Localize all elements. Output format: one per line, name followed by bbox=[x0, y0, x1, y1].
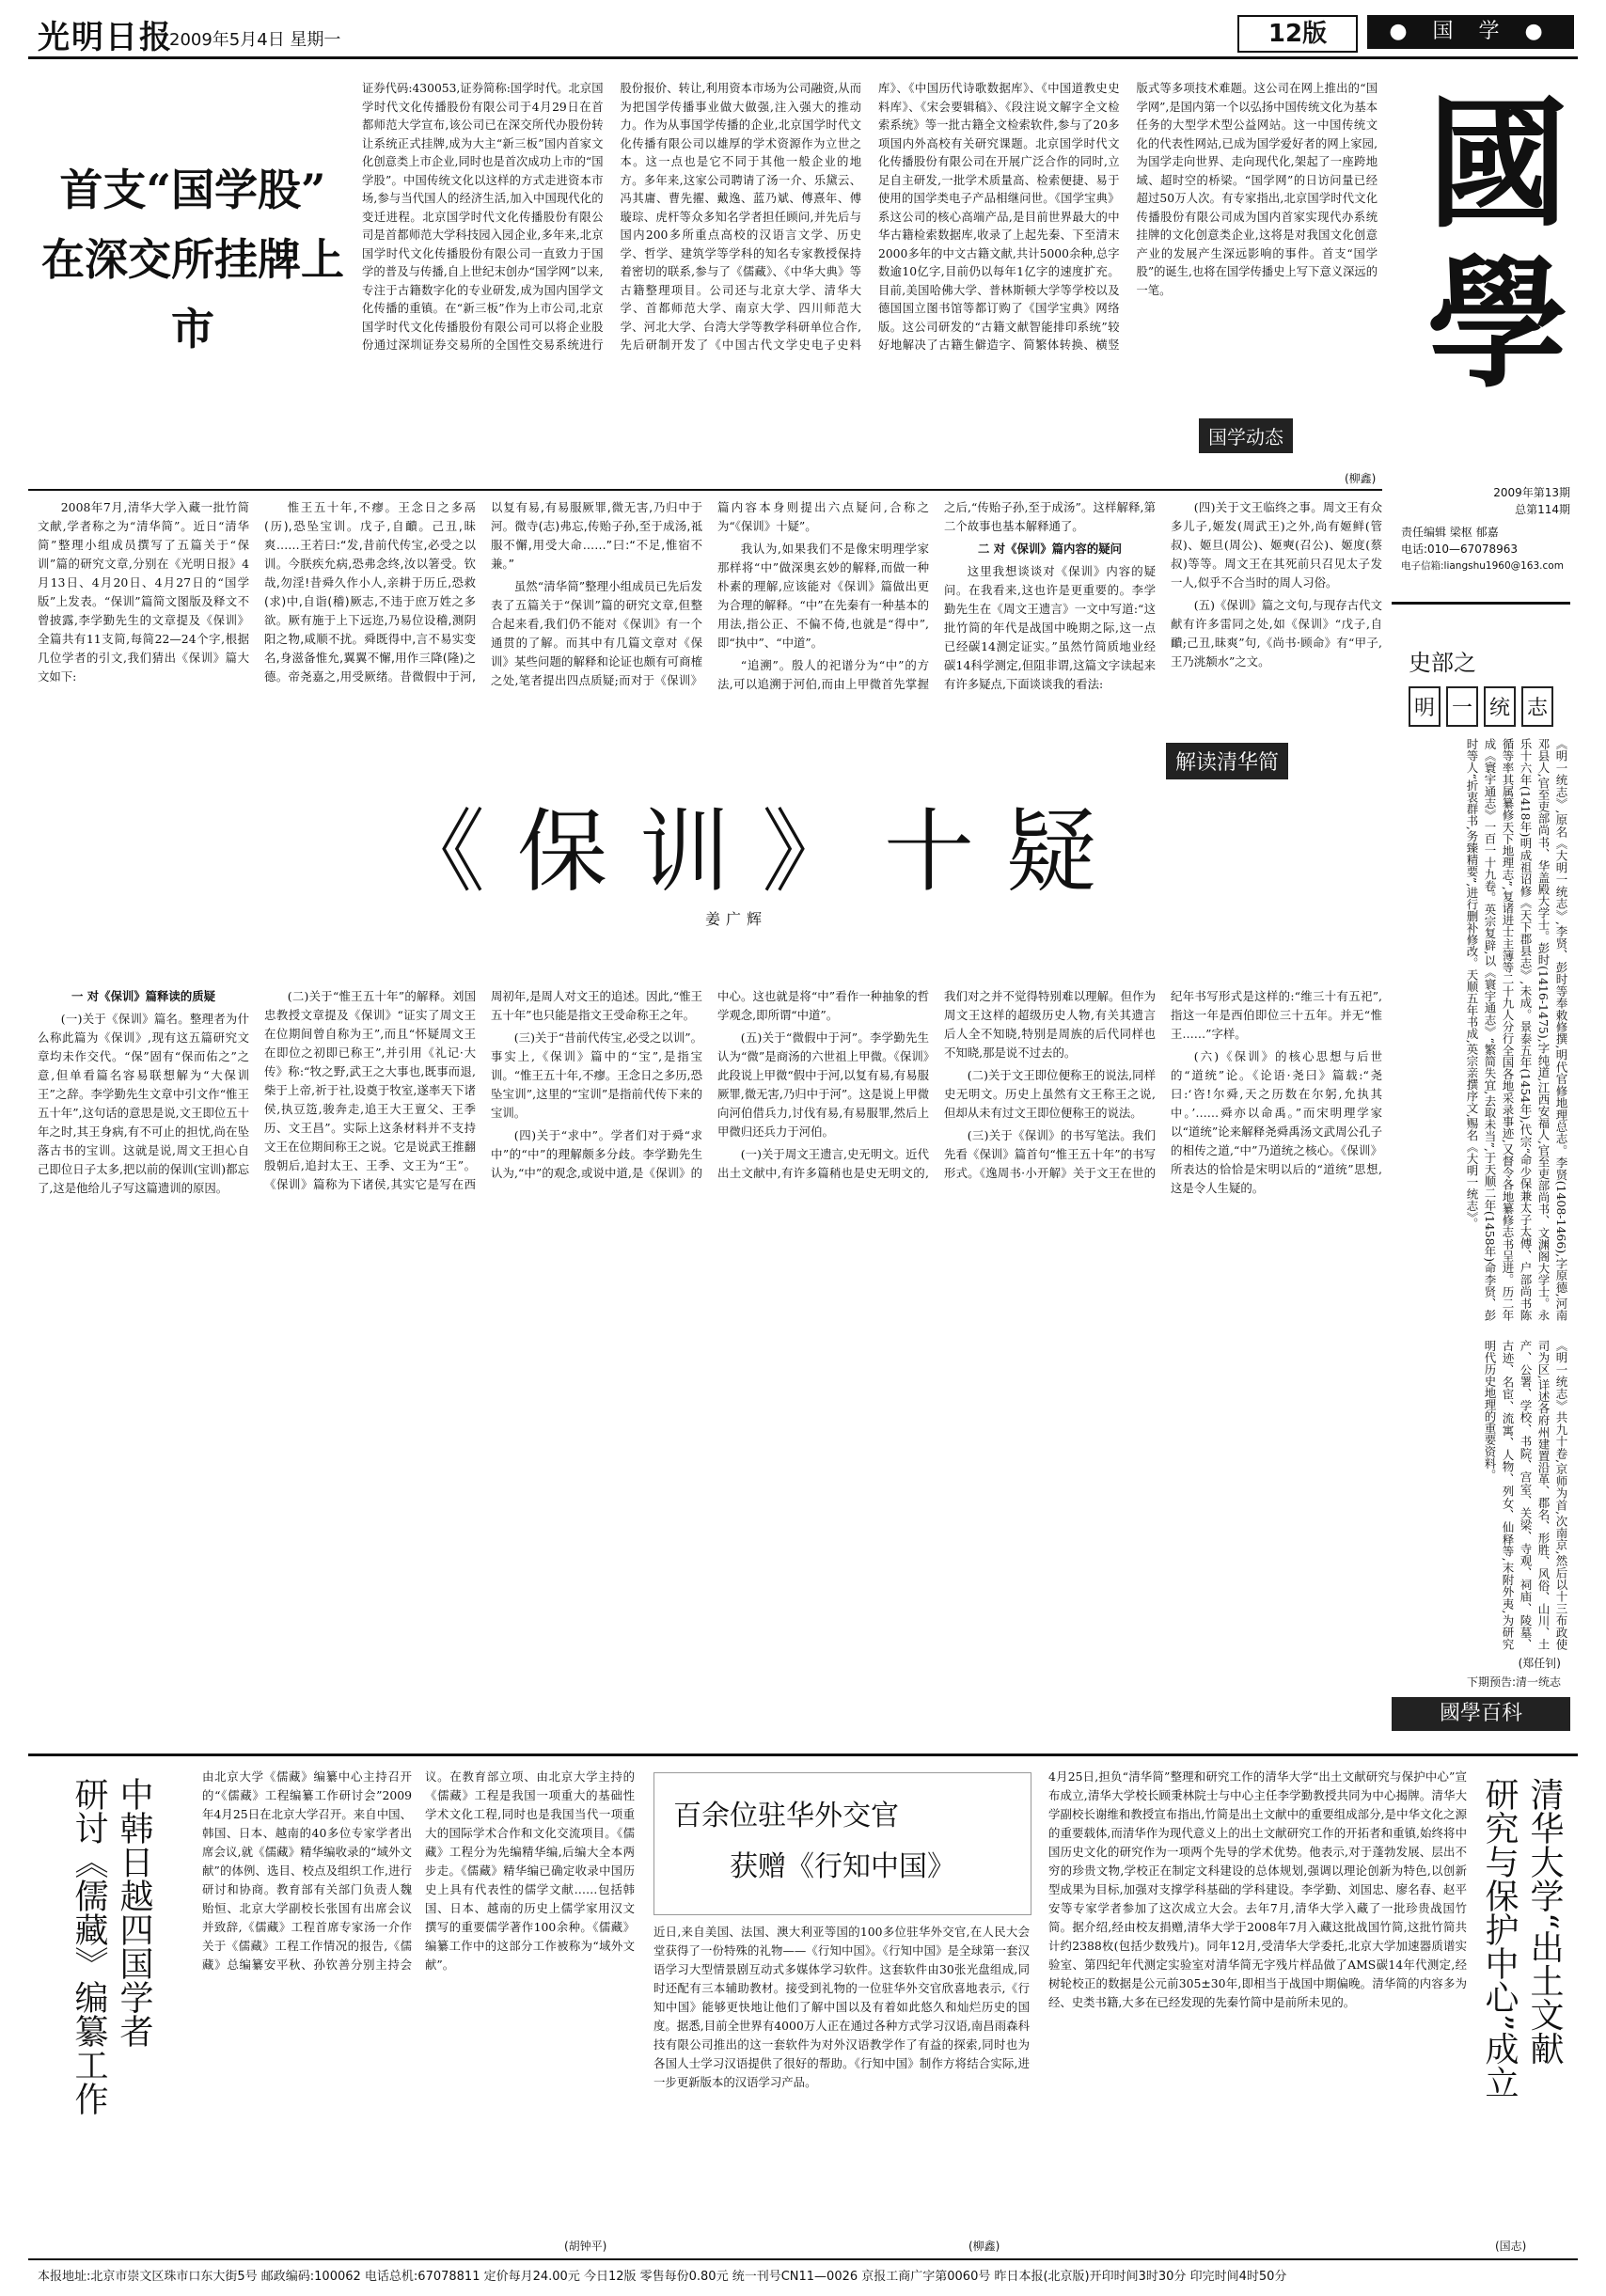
bottom-right-body: 4月25日,担负“清华简”整理和研究工作的清华大学“出土文献研究与保护中心”宣布成立,清华大学校长顾秉林院士与中心主任李学勤教授共同为中心揭牌。清华大学副校长谢维和教授宣布指出,竹简是出土文献中的重要组成部分,是中华文化之源的重要载体,而清华作为现代意义上的出土文献研究工作的开拓者和重镇,始终将中国历史文化的研究作为一项两个先导的学术优势。他表示,对于蓬勃发展、层出不穷的珍贵文物,学校正在制定文科建设的总体规划,强调以理论创新为特色,以创新型成果为目标,加强对支撑学科基础的学科建设。李学勤、刘国忠、廖名春、赵平安等专家学者参加了这次成立大会。去年7月,清华大学入藏了一批珍贵战国竹简。据介绍,经由校友捐赠,清华大学于2008年7月入藏这批战国竹简,这批竹简共计约2388枚(包括少数残片)。同年12月,受清华大学委托,北京大学加速器质谱实验室、第四纪年代测定实验室对清华简无字残片样品做了AMS碳14年代测定,经树轮校正的数据是公元前305±30年,即相当于战国中期偏晚。清华简的内容多为经、史类书籍,大多在已经发现的先秦竹简中是前所未见的。 bbox=[1048, 1769, 1467, 2009]
main-paragraph-13: (三)关于《保训》的书写笔法。我们先看《保训》篇首句“惟王五十年”的书写形式。《逸周书·小开解》关于文王在世的纪年书写形式是这样的:“维三十有五祀”,指这一年是西伯即位三十五年。并无“惟王……”字样。 bbox=[944, 989, 1382, 1180]
main-subhead-1: 一 对《保训》篇释读的质疑 bbox=[71, 989, 215, 1003]
baike-tag: 國學百科 bbox=[1392, 1697, 1570, 1731]
bottom-left-body: 由北京大学《儒藏》编纂中心主持召开的“《儒藏》工程编纂工作研讨会”2009年4月25日在北京大学召开。来自中国、韩国、日本、越南的40多位专家学者出席会议,就《儒藏》精华编收录的“域外文献”的体例、选目、校点及组织工作,进行研讨和协商。教育部有关部门负责人魏贻恒、北京大学副校长张国有出席会议并致辞,《儒藏》工程首席专家汤一介作关于《儒藏》工程工作情况的报告,《儒藏》总编纂安平秋、孙钦善分别主持会议。在教育部立项、由北京大学主持的《儒藏》工程是我国一项重大的基础性学术文化工程,同时也是我国当代一项重大的国际学术合作和文化交流项目。《儒藏》工程分为先编精华编,后编大全本两步走。《儒藏》精华编已确定收录中国历史上具有代表性的儒学文献……包括韩国、日本、越南的历史上儒学家用汉文撰写的重要儒学著作100余种。《儒藏》编纂工作中的这部分工作被称为“域外文献”。 bbox=[202, 1769, 635, 1972]
bottom-middle-headline-2: 获赠《行知中国》 bbox=[730, 1850, 955, 1883]
main-paragraph-15: (五)《保训》篇之文句,与现存古代文献有许多雷同之处,如《保训》“戊子,自靧;己丑,昧爽”句,《尚书·顾命》有“甲子,王乃洮颒水”之文。 bbox=[1171, 598, 1382, 668]
footer-text: 本报地址:北京市崇文区珠市口东大街5号 邮政编码:100062 电话总机:67078811 定价每月24.00元 今日12版 零售每份0.80元 统一刊号CN11—0026 京报工商广字第0060号 昨日本报(北京版)开印时间3时30分 印完时间4时50分 bbox=[38, 2270, 1287, 2284]
column-title bbox=[1409, 686, 1553, 727]
column-char-1: 明 bbox=[1409, 686, 1441, 727]
column-char-3: 统 bbox=[1484, 686, 1516, 727]
bottom-right-headline-1: 清华大学“出土文献 bbox=[1525, 1777, 1564, 2066]
top-headline-line2: 在深交所挂牌上市 bbox=[41, 234, 344, 354]
bottom-middle-headline-box bbox=[653, 1772, 1031, 1915]
main-paragraph-6: (四)关于“求中”。学者们对于舜“求中”的“中”的理解颇多分歧。李学勤先生认为,“中”的观念,或说中道,是《保训》的中心。这也就是将“中”看作一种抽象的哲学观念,即所谓“中道”。 bbox=[491, 989, 929, 1180]
bottom-right-headline bbox=[1476, 1777, 1567, 2153]
issue-number: 2009年第13期 bbox=[1493, 486, 1570, 499]
main-paragraph-10: 这里我想谈谈对《保训》内容的疑问。在我看来,这也许是更重要的。李学勤先生在《周文王遗言》一文中写道:“这批竹简的年代是战国中晚期之际,这一点已经碳14测定证实。”虽然竹简质地业经碳14科学测定,但阻非谓,这篇文字读起来有许多疑点,下面谈谈我的看法: bbox=[944, 564, 1156, 691]
top-article-headline bbox=[38, 71, 348, 362]
main-paragraph-3: (一)关于《保训》篇名。整理者为什么称此篇为《保训》,现有这五篇研究文章均未作交代。“保”固有“保而佑之”之意,但单看篇名容易联想解为“大保训王”之辞。李学勤先生文章中引文作“惟王五十年”,这句话的意思是说,文王即位五十年之时,其王身病,有不可止的担忧,尚在坠落古书的宝训。这就是说,周文王担心自己即位日子太多,把以前的保训(宝训)都忘了,这是他给儿子写这篇遗训的原因。 bbox=[38, 1012, 249, 1195]
bottom-middle-headline-1: 百余位驻华外交官 bbox=[673, 1800, 899, 1832]
main-subhead-2-top: 二 对《保训》篇内容的疑问 bbox=[977, 542, 1122, 556]
main-paragraph-14: (四)关于文王临终之事。周文王有众多儿子,姬发(周武王)之外,尚有姬鲜(管叔)、姬旦(周公)、姬奭(召公)、姬度(蔡叔)等等。周文王在其死前只召见太子发一人,似乎不合当时的周人习俗。 bbox=[1171, 500, 1382, 590]
email: 电子信箱:liangshu1960@163.com bbox=[1401, 560, 1564, 572]
main-paragraph-9: “追溯”。殷人的祀谱分为“中”的方法,可以追溯于河伯,而由上甲微首先掌握之后,“传贻子孙,至于成汤”。这样解释,第二个故事也基本解释通了。 bbox=[717, 500, 1156, 691]
top-article-author: (柳鑫) bbox=[1345, 472, 1377, 485]
main-title: 《保训》十疑 bbox=[395, 799, 1128, 904]
main-paragraph-7: 我认为,如果我们不是像宋明理学家那样将“中”做深奥玄妙的解释,而做一种朴素的理解,应该能对《保训》篇做出更为合理的解释。“中”在先秦有一种基本的用法,指公正、不偏不倚,也就是“得中”,即“执中”、“中道”。 bbox=[717, 542, 929, 650]
main-paragraph-4: (二)关于“惟王五十年”的解释。刘国忠教授文章提及《保训》“证实了周文王在位期间曾自称为王”,而且“怀疑周文王在即位之初即已称王”,并引用《礼记·大传》称:“牧之野,武王之大事也,既事而退,柴于上帝,祈于社,设奠于牧室,遂率天下诸侯,执豆笾,骏奔走,追王大王亶父、王季历、文王昌”。实际上这条材料并不支持文王在位期间称王之说。它是说武王推翻殷朝后,追封太王、王季、文王为“王”。《保训》篇称为下诸侯,其实它是写在西周初年,是周人对文王的追述。因此,“惟王五十年”也只能是指文王受命称王之年。 bbox=[264, 989, 702, 1191]
section-label: ● 国 学 ● bbox=[1367, 15, 1574, 49]
bottom-middle-author: (柳鑫) bbox=[968, 2240, 1000, 2253]
sidebar-author: (郑任钊) bbox=[1518, 1657, 1561, 1670]
masthead-date: 2009年5月4日 星期一 bbox=[169, 30, 341, 50]
bottom-left-headline bbox=[66, 1777, 156, 2153]
bottom-left-headline-2: 研讨《儒藏》编纂工作 bbox=[70, 1777, 108, 2115]
right-sidebar bbox=[1392, 71, 1570, 1744]
sidebar-big-char: 國學 bbox=[1403, 89, 1568, 409]
bottom-rule bbox=[28, 1753, 1578, 1756]
sidebar-next: 下期预告:清一统志 bbox=[1466, 1675, 1561, 1689]
bottom-left-headline-1: 中韩日越四国学者 bbox=[115, 1777, 153, 2048]
main-paragraph-8: (五)关于“微假中于河”。李学勤先生认为“微”是商汤的六世祖上甲微。《保训》此段说上甲微“假中于河,以复有易,有易服厥罪,微无害,乃归中于河”。这是说上甲微向河伯借兵力,讨伐有易,有易服罪,然后上甲微归还兵力于河伯。 bbox=[717, 1030, 929, 1139]
main-quote: 惟王五十年,不瘳。王念日之多鬲(历),恐坠宝训。戊子,自靧。己丑,昧爽……王若曰:“发,昔前代传宝,必受之以训。今朕疾允病,恐弗念终,汝以箸受。钦哉,勿淫!昔舜久作小人,亲耕于历丘,恐救(求)中,自诣(稽)厥志,不违于庶万姓之多欲。厥有施于上下远迩,乃易位设稽,测阴阳之物,咸顺不扰。舜既得中,言不易实变名,身滋备惟允,翼翼不懈,用作三降(隆)之德。帝尧嘉之,用受厥绪。昔微假中于河,以复有易,有易服厥罪,微无害,乃归中于河。微寺(志)弗忘,传贻子孙,至于成汤,祗服不懈,用受大命……”曰:“不足,惟宿不兼。” bbox=[264, 500, 702, 684]
top-article-rule bbox=[28, 489, 1382, 491]
column-char-2: 一 bbox=[1446, 686, 1478, 727]
sidebar-section-title: 史部之 bbox=[1409, 650, 1476, 676]
page-number: 12版 bbox=[1237, 15, 1358, 53]
editor: 责任编辑 梁枢 郁嘉 bbox=[1401, 526, 1499, 539]
masthead-logo: 光明日报 bbox=[38, 19, 173, 56]
issue-total: 总第114期 bbox=[1515, 503, 1570, 516]
main-paragraph-intro: 2008年7月,清华大学入藏一批竹简文献,学者称之为“清华简”。近日“清华简”整理小组成员撰写了五篇关于“保训”篇的研究文章,分别在《光明日报》4月13日、4月20日、4月27日的“国学版”上发表。“保训”篇简文图版及释文不曾披露,李学勤先生的文章提及《保训》全篇共有11支简,每简22—24个字,根据几位学者的引文,我们猜出《保训》篇大文如下: bbox=[38, 500, 249, 684]
top-article-column-tag: 国学动态 bbox=[1199, 418, 1293, 453]
main-paragraph-5: (三)关于“昔前代传宝,必受之以训”。事实上,《保训》篇中的“宝”,是指宝训。“惟王五十年,不瘳。王念日之多历,恐坠宝训”,这里的“宝训”是指前代传下来的宝训。 bbox=[491, 1030, 702, 1120]
main-body-2 bbox=[38, 987, 1382, 1749]
bottom-left-author: (胡钟平) bbox=[564, 2240, 607, 2253]
main-paragraph-2: 虽然“清华简”整理小组成员已先后发表了五篇关于“保训”篇的研究文章,但整合起来看,我们仍不能对《保训》有一个通贯的了解。而其中有几篇文章对《保训》某些问题的解释和论证也颇有可商榷之处,笔者提出四点质疑;而对于《保训》篇内容本身则提出六点疑问,合称之为“《保训》十疑”。 bbox=[491, 500, 929, 687]
main-paragraph-16: (六)《保训》的核心思想与后世的“道统”论。《论语·尧曰》篇载:“尧曰:‘咨!尔舜,天之历数在尔躬,允执其中。’……舜亦以命禹。”而宋明理学家以“道统”论来解释尧舜禹汤文武周公孔子的相传之道,“中”乃道统之核心。《保训》所表达的恰恰是宋明以后的“道统”思想,这是令人生疑的。 bbox=[1171, 1049, 1382, 1195]
footer-rule bbox=[28, 2258, 1578, 2260]
bottom-middle-body: 近日,来自美国、法国、澳大利亚等国的100多位驻华外交官,在人民大会堂获得了一份特殊的礼物——《行知中国》。《行知中国》是全球第一套汉语学习大型情景剧互动式多媒体学习软件。这套软件由30张光盘组成,同时还配有三本辅助教材。接受到礼物的一位驻华外交官欣喜地表示,《行知中国》能够更快地让他们了解中国以及有着如此悠久和灿烂历史的国度。据悉,目前全世界有4000万人正在通过各种方式学习汉语,南昌雨森科技有限公司推出的这一套软件为对外汉语教学作了有益的探索,同时也为各国人士学习汉语提供了很好的帮助。《行知中国》制作方将结合实际,进一步更新版本的汉语学习产品。 bbox=[653, 1925, 1030, 2089]
bottom-right-headline-2: 研究与保护中心”成立 bbox=[1480, 1777, 1519, 2099]
column-char-4: 志 bbox=[1521, 686, 1553, 727]
masthead-rule bbox=[28, 56, 1578, 59]
main-paragraph-11: (一)关于周文王遗言,史无明文。近代出土文献中,有许多篇稍也是史无明文的,我们对之并不觉得特别难以理解。但作为周文王这样的超级历史人物,有关其遗言后人全不知晓,特别是周族的后代同样也不知晓,那是说不过去的。 bbox=[717, 989, 1156, 1180]
main-title-block bbox=[386, 743, 1288, 978]
sidebar-intro: 《明一统志》,原名《大明一统志》,李贤、彭时等奉敕修撰,明代官修地理总志。李贤(1408-1466),字原德,河南邓县人,官至吏部尚书、华盖殿大学士。彭时(1416-1475),字纯道,江西安福人,官至吏部尚书、文渊阁大学士。永乐十六年(1418年)明成祖诏修《天下郡县志》,未成。景泰五年(1454年),代宗“命少保兼太子太傅、户部尚书陈循等率其属纂修天下地理志”,复诸进士主簿等二十九人分行全国各地采录事迹,又督令各地纂修志书呈进。历二年成《寰宇通志》一百一十九卷。英宗复辟,以《寰宇通志》“繁简失宜,去取未当”,于天顺二年(1458年)命李贤、彭时等人“折衷群书,务臻精要”,进行删补修改。天顺五年书成,英宗亲撰序文,赐名《大明一统志》。 bbox=[1465, 738, 1568, 1321]
main-paragraph-12: (二)关于文王即位便称王的说法,同样史无明文。历史上虽然有文王称王之说,但却从未有过文王即位便称王的说法。 bbox=[944, 1068, 1156, 1120]
sidebar-intro-2: 《明一统志》共九十卷,京师为首,次南京,然后以十三布政使司为区,详述各府州建置沿革、郡名、形胜、风俗、山川、土产、公署、学校、书院、宫室、关梁、寺观、祠庙、陵墓、古迹、名宦、流寓、人物、列女、仙释等,末附外夷,为研究明代历史地理的重要资料。 bbox=[1483, 1340, 1568, 1650]
phone: 电话:010—67078963 bbox=[1401, 543, 1519, 556]
main-author: 姜广辉 bbox=[705, 910, 768, 928]
top-article-body: 证券代码:430053,证券简称:国学时代。北京国学时代文化传播股份有限公司于4月29日在首都师范大学宣布,该公司已在深交所代办股份转让系统正式挂牌,成为大主“新三板”国内首家文化创意类上市企业,同时也是首次成功上市的“国学股”。中国传统文化以这样的方式走进资本市场,参与当代国人的经济生活,加入中国现代化的变迁进程。北京国学时代文化传播股份有限公司是首都师范大学科技园入园企业,多年来,北京国学时代文化传播股份有限公司一直致力于国学的普及与传播,自上世纪末创办“国学网”以来,专注于古籍数字化的专业研发,成为国内国学文化传播的重镇。在“新三板”作为上市公司,北京国学时代文化传播股份有限公司可以将企业股份通过深圳证券交易所的全国性交易系统进行股份报价、转让,利用资本市场为公司融资,从而为把国学传播事业做大做强,注入强大的推动力。作为从事国学传播的企业,北京国学时代文化传播有限公司以雄厚的学术资源作为立世之本。这一点也是它不同于其他一般企业的地方。多年来,这家公司聘请了汤一介、乐黛云、冯其庸、曹先擢、戴逸、蓝乃斌、傅熹年、傅璇琮、虎杆等众多知名学者担任顾问,并先后与国内200多所重点高校的汉语言文学、历史学、哲学、建筑学等学科的知名专家教授保持着密切的联系,参与了《儒藏》、《中华大典》等古籍整理项目。公司还与北京大学、清华大学、首都师范大学、南京大学、四川师范大学、河北大学、台湾大学等教学科研单位合作,先后研制开发了《中国古代文学史电子史料库》、《中国历代诗歌数据库》、《中国道教史史料库》、《宋会要辑稿》、《段注说文解字全文检索系统》等一批古籍全文检索软件,参与了20多项国内外高校有关研究课题。北京国学时代文化传播股份有限公司在开展广泛合作的同时,立足自主研发,一批学术质量高、检索便捷、易于使用的国学类电子产品相继问世。《国学宝典》系这公司的核心高端产品,是目前世界最大的中华古籍检索数据库,收录了上起先秦、下至清末2000多年的中文古籍文献,共计5000余种,总字数逾10亿字,目前仍以每年1亿字的速度扩充。目前,美国哈佛大学、普林斯顿大学等学校以及德国国立图书馆等都订购了《国学宝典》网络版。这公司研发的“古籍文献智能排印系统”较好地解决了古籍生僻造字、简繁体转换、横竖版式等多项技术难题。这公司在网上推出的“国学网”,是国内第一个以弘扬中国传统文化为基本任务的大型学术型公益网站。这一中国传统文化的代表性网站,已成为国学爱好者的网上家园,为国学走向世界、走向现代化,架起了一座跨地域、超时空的桥梁。“国学网”的日访问量已经超过50万人次。有专家指出,北京国学时代文化传播股份有限公司成为国内首家实现代办系统挂牌的文化创意类企业,这将是对我国文化创意产业的发展产生深远影响的事件。首支“国学股”的诞生,也将在国学传播史上写下意义深远的一笔。 bbox=[362, 82, 1378, 352]
bottom-right-author: (国志) bbox=[1495, 2240, 1527, 2253]
sidebar-info bbox=[1401, 484, 1570, 574]
top-headline-line1: 首支“国学股” bbox=[59, 165, 326, 215]
sidebar-rule bbox=[1392, 602, 1570, 605]
main-tag: 解读清华简 bbox=[1166, 743, 1288, 779]
